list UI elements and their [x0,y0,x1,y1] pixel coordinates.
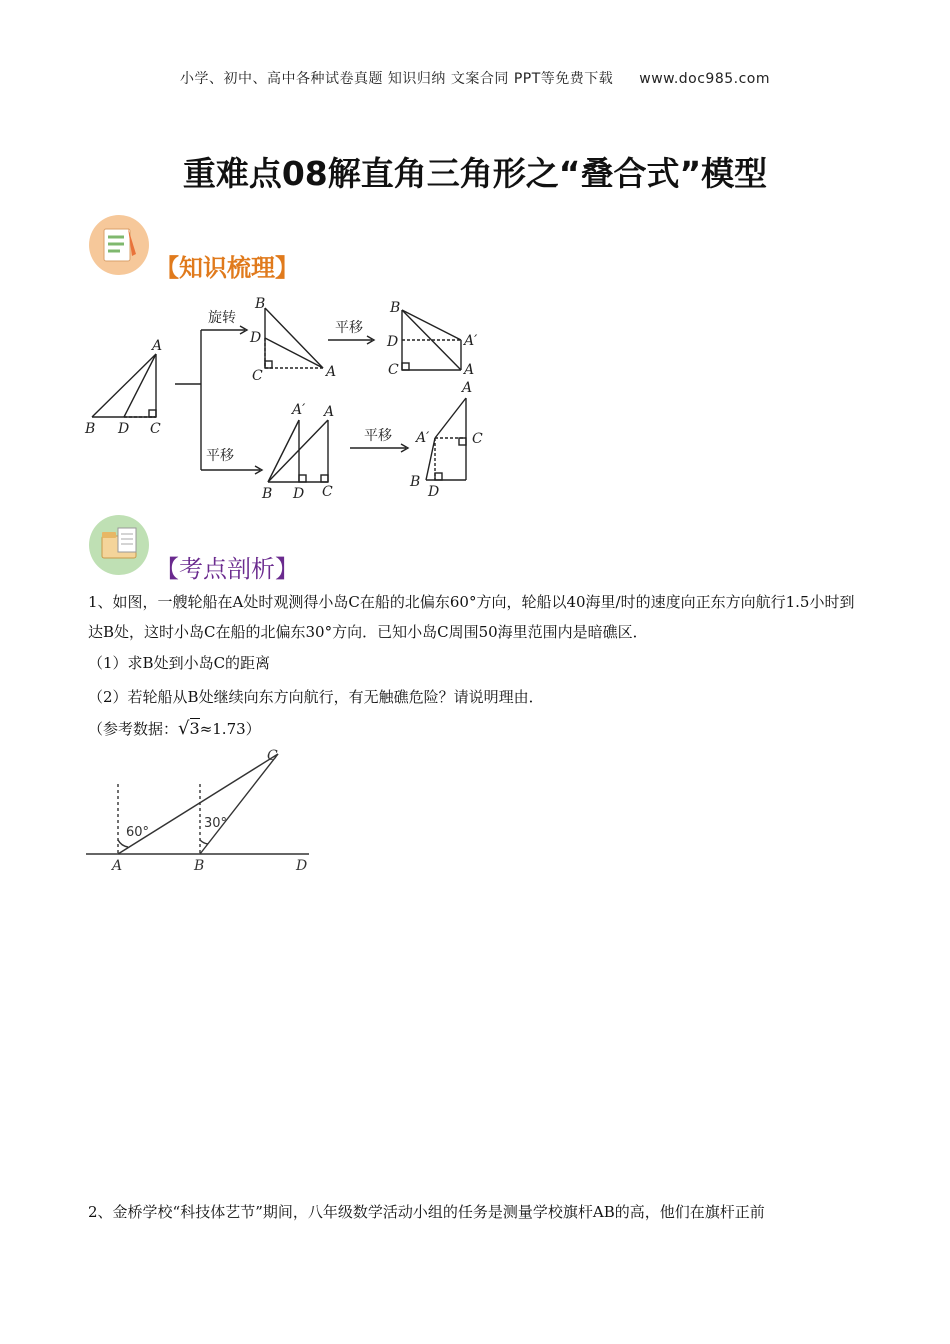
header-text: 小学、初中、高中各种试卷真题 知识归纳 文案合同 PPT等免费下载 [179,71,614,87]
rotate-label: 旋转 [208,310,236,326]
fig-label-B: B [194,858,205,874]
knowledge-diagram [80,290,500,510]
translate-label-upper: 平移 [335,320,363,336]
fig-label-A: A [112,858,123,874]
label-B5: B [410,474,421,490]
label-A: A [152,338,163,354]
problem1-q2: （2）若轮船从B处继续向东方向航行，有无触礁危险？请说明理由． [88,688,544,706]
label-A2: A [326,364,337,380]
label-D2: D [250,330,262,346]
label-B4: B [262,486,273,502]
problem1-q1: （1）求B处到小岛C的距离 [88,654,271,672]
angle-60-label: 60° [126,825,150,840]
analysis-badge-icon [88,514,150,576]
problem1-text: 1、如图，一艘轮船在A处时观测得小岛C在船的北偏东60°方向，轮船以40海里/时的速度向正东方向航行1.5小时到达B处，这时小岛C在船的北偏东30°方向．已知小岛C周围50海里范围内是暗礁区． [88,593,855,641]
fig-label-C: C [267,748,278,764]
label-C5: C [472,431,483,447]
label-C2: C [252,368,263,384]
label-B2: B [255,296,266,312]
problem1-reference [88,714,868,744]
label-A3: A [464,362,475,378]
label-D: D [118,421,130,437]
section-analysis-title: 【考点剖析】 [155,555,299,583]
label-D3: D [387,334,399,350]
translate-label-bottom: 平移 [364,428,392,444]
label-Aprime5: A′ [416,430,430,446]
translate-label-lower: 平移 [206,448,234,464]
label-Aprime4: A′ [292,402,306,418]
sqrt-icon: √ [178,718,190,739]
ref-suffix: ≈1.73） [199,720,261,738]
label-C: C [150,421,161,437]
label-D4: D [293,486,305,502]
problem2-text: 2、金桥学校“科技体艺节”期间，八年级数学活动小组的任务是测量学校旗杆AB的高，他们在旗杆正前 [88,1203,765,1221]
label-Aprime3: A′ [464,333,478,349]
section-knowledge-title: 【知识梳理】 [155,254,299,282]
knowledge-badge-icon [88,214,150,276]
fig-label-D: D [296,858,308,874]
label-C3: C [388,362,399,378]
ref-prefix: （参考数据： [88,720,179,738]
page-header [0,68,950,88]
header-site[interactable]: www.doc985.com [639,71,771,87]
label-C4: C [322,484,333,500]
label-B3: B [390,300,401,316]
label-A5: A [462,380,473,396]
page-title: 重难点08解直角三角形之“叠合式”模型 [182,154,768,193]
label-B: B [85,421,96,437]
label-A4: A [324,404,335,420]
angle-30-label: 30° [204,816,228,831]
ref-sqrt-value: 3 [189,719,200,738]
label-D5: D [428,484,440,500]
problem1-figure [84,744,324,874]
